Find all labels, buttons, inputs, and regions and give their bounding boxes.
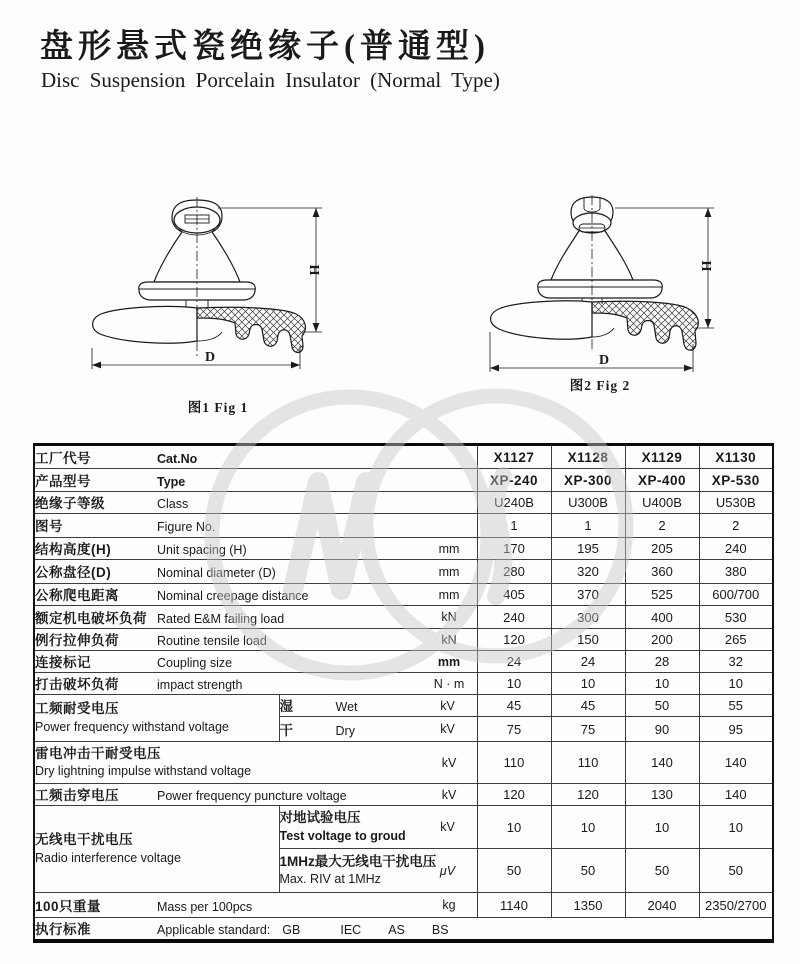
value-cell: 10 — [477, 806, 551, 849]
value-cell: XP-240 — [477, 469, 551, 492]
label-en: Test voltage to groud — [279, 828, 406, 843]
value-cell: 400 — [625, 606, 699, 629]
unit-label: mm — [438, 564, 460, 579]
value-cell: 110 — [477, 742, 551, 784]
spec-table — [33, 443, 774, 943]
value-cell: 50 — [699, 849, 773, 893]
label-zh: 干 — [279, 722, 293, 738]
row-label-mass — [34, 893, 477, 918]
value-cell: U400B — [625, 492, 699, 514]
label-en: Power frequency puncture voltage — [157, 789, 347, 803]
value-cell: 10 — [551, 806, 625, 849]
figure-1-caption: 图1 Fig 1 — [187, 400, 249, 415]
label-en: Max. RIV at 1MHz — [279, 872, 381, 887]
value-cell: 370 — [551, 584, 625, 606]
label-zh: 雷电冲击干耐受电压 — [35, 745, 161, 761]
table-row-type — [34, 469, 773, 492]
value-cell: 200 — [625, 629, 699, 651]
value-cell: 10 — [477, 673, 551, 695]
table-row-impact — [34, 673, 773, 695]
value-cell: 45 — [551, 695, 625, 717]
label-zh: 公称爬电距离 — [35, 588, 119, 603]
label-zh: 额定机电破坏负荷 — [35, 610, 147, 626]
label-en: Applicable standard: — [157, 923, 271, 937]
value-cell: 2040 — [625, 893, 699, 918]
value-cell: 280 — [477, 560, 551, 584]
value-cell: 90 — [625, 717, 699, 742]
value-cell: X1129 — [625, 445, 699, 469]
label-en: impact strength — [157, 678, 243, 692]
value-cell: X1128 — [551, 445, 625, 469]
label-zh: 对地试验电压 — [279, 810, 361, 826]
label-zh: 图号 — [35, 519, 63, 534]
table-row-lightning — [34, 742, 773, 784]
table-row-mass — [34, 893, 773, 918]
value-cell: 110 — [551, 742, 625, 784]
unit-label: kV — [441, 755, 457, 770]
unit-label: mm — [438, 587, 460, 602]
value-cell: 170 — [477, 538, 551, 560]
label-zh: 公称盘径(D) — [35, 565, 112, 580]
unit-label: mm — [437, 654, 461, 669]
table-row-height — [34, 538, 773, 560]
value-cell: 75 — [551, 717, 625, 742]
unit-label: kg — [442, 898, 456, 912]
value-cell: 1 — [551, 514, 625, 538]
row-label-impact — [34, 673, 477, 695]
label-en: Figure No. — [157, 520, 216, 534]
dim-label-h: H — [698, 260, 713, 272]
value-cell: 10 — [625, 806, 699, 849]
unit-label: kV — [440, 820, 455, 834]
label-zh: 工频击穿电压 — [35, 788, 119, 803]
row-label-diameter — [34, 560, 477, 584]
label-zh: 100只重量 — [35, 898, 102, 914]
label-zh: 1MHz最大无线电干扰电压 — [279, 853, 437, 869]
label-zh: 结构高度(H) — [35, 542, 112, 557]
figure-2-caption: 图2 Fig 2 — [569, 378, 631, 393]
value-cell: 265 — [699, 629, 773, 651]
value-cell: 10 — [625, 673, 699, 695]
table-row-class — [34, 492, 773, 514]
unit-label: N · m — [433, 676, 465, 691]
value-cell: 525 — [625, 584, 699, 606]
label-en: Class — [157, 497, 189, 511]
dim-label-d: D — [598, 353, 610, 368]
table-row-catno — [34, 445, 773, 469]
value-cell: XP-300 — [551, 469, 625, 492]
value-cell: 24 — [477, 651, 551, 673]
dim-label-d: D — [204, 350, 216, 365]
row-label-coupling — [34, 651, 477, 673]
label-en: Rated E&M failing load — [157, 611, 285, 626]
value-cell: X1130 — [699, 445, 773, 469]
label-zh: 湿 — [279, 699, 293, 714]
table-row-em-load — [34, 606, 773, 629]
label-en: Mass per 100pcs — [157, 899, 253, 914]
row-label-em-load — [34, 606, 477, 629]
row-label-riv — [34, 806, 279, 893]
unit-label: μV — [439, 863, 456, 878]
figure-1-drawing — [88, 196, 324, 374]
label-zh: 工厂代号 — [35, 450, 91, 466]
value-cell: 120 — [551, 784, 625, 806]
table-row-creepage — [34, 584, 773, 606]
value-cell: 405 — [477, 584, 551, 606]
table-row-standard — [34, 918, 773, 942]
value-cell: 320 — [551, 560, 625, 584]
table-row-pfwv-wet — [34, 695, 773, 717]
table-row-diameter — [34, 560, 773, 584]
value-cell: 150 — [551, 629, 625, 651]
value-cell: 50 — [551, 849, 625, 893]
value-cell: 10 — [699, 673, 773, 695]
label-zh: 连接标记 — [35, 655, 91, 670]
row-label-class — [34, 492, 477, 514]
sub-label-dry — [279, 717, 477, 742]
unit-label: kV — [441, 787, 457, 802]
row-label-standard — [34, 918, 773, 942]
value-cell: 1 — [477, 514, 551, 538]
label-zh: 工频耐受电压 — [35, 701, 119, 717]
value-cell: 50 — [625, 849, 699, 893]
value-cell: 50 — [477, 849, 551, 893]
value-cell: 95 — [699, 717, 773, 742]
value-cell: 2350/2700 — [699, 893, 773, 918]
unit-label: kV — [440, 722, 455, 736]
label-zh: 例行拉伸负荷 — [35, 633, 119, 648]
label-zh: 产品型号 — [35, 473, 91, 489]
table-row-puncture — [34, 784, 773, 806]
label-en: Dry — [335, 723, 355, 738]
row-label-pfwv — [34, 695, 279, 742]
table-row-riv-ground — [34, 806, 773, 849]
value-cell: U240B — [477, 492, 551, 514]
row-label-puncture — [34, 784, 477, 806]
label-zh: 执行标准 — [35, 922, 91, 937]
figure-2-drawing — [483, 194, 717, 374]
page-title: 盘形悬式瓷绝缘子(普通型) — [40, 29, 490, 65]
label-en: Nominal creepage distance — [157, 589, 309, 603]
page-subtitle: Disc Suspension Porcelain Insulator (Normal Type) — [41, 68, 500, 92]
standard-item: BS — [431, 923, 449, 937]
row-label-figno — [34, 514, 477, 538]
value-cell: 530 — [699, 606, 773, 629]
row-label-creepage — [34, 584, 477, 606]
value-cell: 140 — [625, 742, 699, 784]
value-cell: 600/700 — [699, 584, 773, 606]
label-en: Routine tensile load — [157, 634, 267, 648]
unit-label: kN — [441, 610, 457, 624]
row-label-tensile — [34, 629, 477, 651]
value-cell: XP-530 — [699, 469, 773, 492]
value-cell: 205 — [625, 538, 699, 560]
label-en: Nominal diameter (D) — [157, 566, 276, 580]
value-cell: U530B — [699, 492, 773, 514]
label-en: Power frequency withstand voltage — [35, 719, 229, 734]
label-en: Type — [157, 474, 186, 489]
value-cell: 130 — [625, 784, 699, 806]
label-en: Coupling size — [157, 656, 233, 670]
label-en: Dry lightning impulse withstand voltage — [35, 764, 252, 779]
table-row-coupling — [34, 651, 773, 673]
sub-label-mhz — [279, 849, 477, 893]
row-label-type — [34, 469, 477, 492]
value-cell: 75 — [477, 717, 551, 742]
standard-item: AS — [388, 923, 405, 937]
unit-label: mm — [438, 541, 460, 556]
value-cell: 28 — [625, 651, 699, 673]
value-cell: 1140 — [477, 893, 551, 918]
label-en: Cat.No — [157, 451, 198, 466]
value-cell: 2 — [699, 514, 773, 538]
table-row-tensile — [34, 629, 773, 651]
value-cell: 55 — [699, 695, 773, 717]
row-label-lightning — [34, 742, 477, 784]
sub-label-wet — [279, 695, 477, 717]
value-cell: 140 — [699, 742, 773, 784]
value-cell: 240 — [477, 606, 551, 629]
value-cell: 380 — [699, 560, 773, 584]
unit-label: kN — [441, 632, 457, 647]
value-cell: X1127 — [477, 445, 551, 469]
value-cell: 10 — [551, 673, 625, 695]
label-en: Wet — [335, 700, 358, 714]
value-cell: 360 — [625, 560, 699, 584]
label-zh: 绝缘子等级 — [35, 496, 105, 511]
value-cell: 32 — [699, 651, 773, 673]
row-label-height — [34, 538, 477, 560]
value-cell: 140 — [699, 784, 773, 806]
unit-label: kV — [440, 698, 455, 713]
value-cell: 2 — [625, 514, 699, 538]
label-zh: 无线电干扰电压 — [35, 832, 133, 848]
value-cell: XP-400 — [625, 469, 699, 492]
label-en: Radio interference voltage — [35, 850, 181, 865]
value-cell: 240 — [699, 538, 773, 560]
value-cell: 24 — [551, 651, 625, 673]
standard-item: GB — [282, 923, 301, 937]
value-cell: 50 — [625, 695, 699, 717]
value-cell: 120 — [477, 784, 551, 806]
row-label-catno — [34, 445, 477, 469]
value-cell: U300B — [551, 492, 625, 514]
value-cell: 45 — [477, 695, 551, 717]
value-cell: 120 — [477, 629, 551, 651]
standard-item: IEC — [340, 923, 362, 937]
table-row-figno — [34, 514, 773, 538]
label-en: Unit spacing (H) — [157, 543, 247, 557]
value-cell: 300 — [551, 606, 625, 629]
label-zh: 打击破坏负荷 — [35, 677, 119, 692]
dim-label-h: H — [306, 264, 321, 276]
sub-label-ground — [279, 806, 477, 849]
value-cell: 10 — [699, 806, 773, 849]
value-cell: 195 — [551, 538, 625, 560]
value-cell: 1350 — [551, 893, 625, 918]
